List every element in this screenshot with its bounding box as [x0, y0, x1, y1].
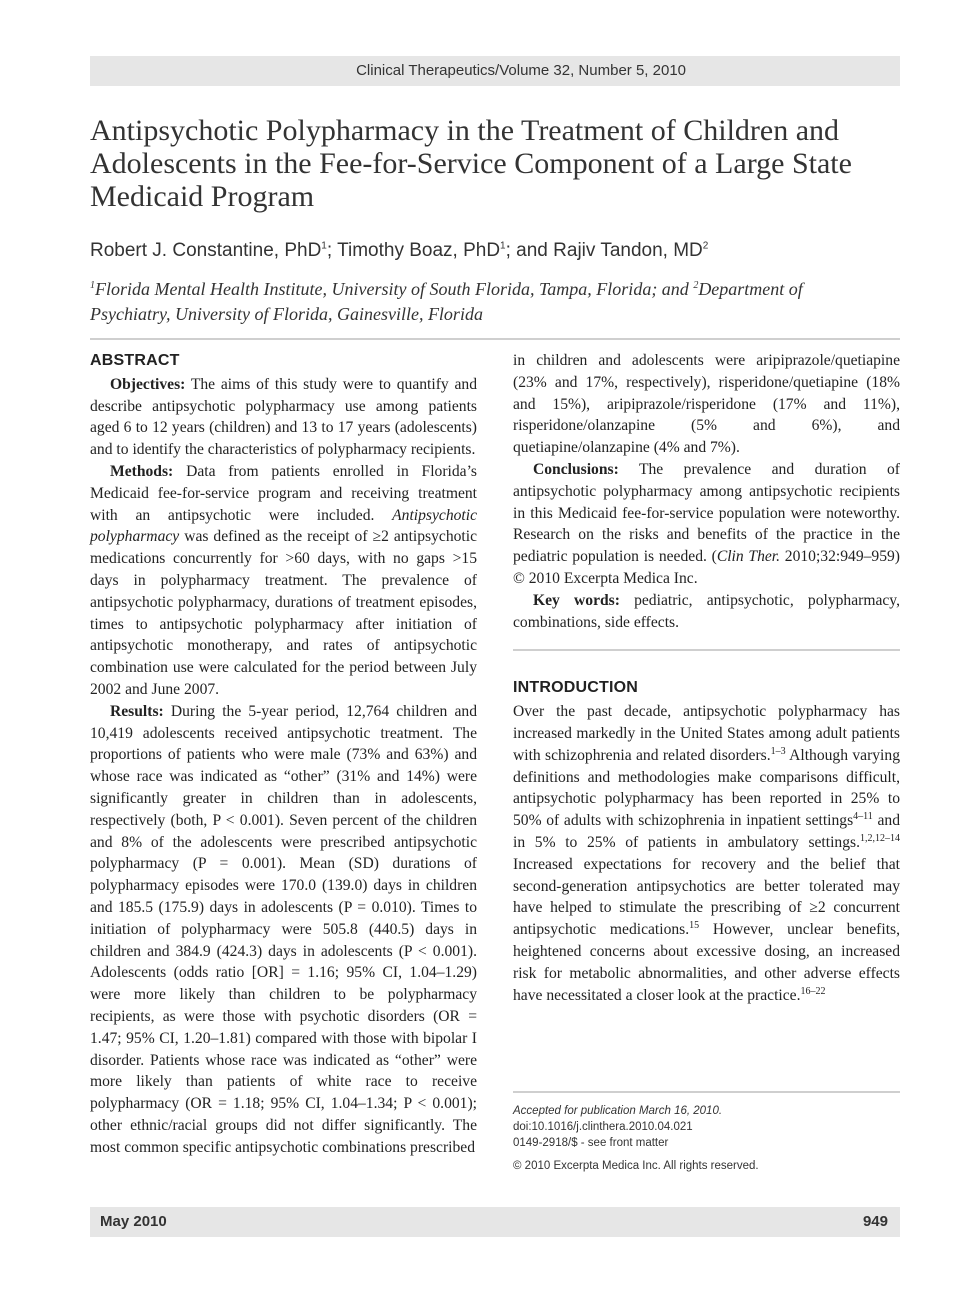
journal-header: Clinical Therapeutics/Volume 32, Number 5, 2010 — [356, 62, 686, 79]
citation-ref: 15 — [689, 919, 700, 931]
page-footer — [90, 1207, 900, 1237]
affiliation-mark: 1 — [90, 280, 95, 291]
citation-ref: 1,2,12–14 — [860, 832, 900, 844]
abstract-column-right — [513, 350, 900, 1006]
conclusions-label: Conclusions: — [533, 460, 619, 478]
results-continued: in children and adolescents were aripiprazole/quetiapine (23% and 17%, respectively), risperidone/quetiapine (18% and 15%), aripiprazole/risperidone (17% and 11%), risperidone/olanzapine (5% and 6%), and quetiapine/olanzapine (4% and 7%). — [513, 352, 900, 457]
results-label: Results: — [110, 702, 164, 720]
intro-text: However, unclear benefits, heightened concerns about excessive dosing, an increased risk for metabolic abnormalities, and other adverse effects have necessitated a closer look at the practice. — [513, 921, 900, 1004]
abstract-column-left — [90, 350, 477, 1158]
pubinfo-divider — [513, 1091, 900, 1093]
issue-date: May 2010 — [100, 1213, 167, 1230]
intro-text: Increased expectations for recovery and the belief that second-generation antipsychotics are better tolerated may have helped to stimulate the prescribing of ≥2 concurrent antipsychotic medications. — [513, 855, 900, 939]
journal-header-bar — [90, 56, 900, 86]
introduction-paragraph — [513, 701, 900, 1006]
keywords-paragraph — [513, 590, 900, 634]
author-separator: ; and — [505, 240, 554, 261]
affiliation-text: Florida Mental Health Institute, University of South Florida, Tampa, Florida; and — [95, 279, 694, 299]
author-name: Timothy Boaz, PhD — [337, 240, 501, 261]
author-separator: ; — [326, 240, 338, 261]
methods-text: Data from patients enrolled in Florida’s Medicaid fee-for-service program and receiving treatment with an antipsychotic were included. — [90, 462, 477, 524]
citation-ref: 16–22 — [800, 985, 826, 997]
page-number: 949 — [862, 1213, 888, 1230]
author-affiliation-mark: 2 — [702, 240, 709, 252]
affiliation-text: Department of Psychiatry, University of Florida, Gainesville, Florida — [90, 279, 803, 324]
objectives-paragraph — [90, 374, 477, 461]
author-name: Rajiv Tandon, MD — [553, 240, 703, 261]
conclusions-paragraph — [513, 459, 900, 590]
issn: 0149-2918/$ - see front matter — [513, 1137, 669, 1149]
author-name: Robert J. Constantine, PhD — [90, 240, 322, 261]
abstract-end-divider — [513, 649, 900, 651]
affiliation-mark: 2 — [693, 280, 699, 291]
intro-text: Although varying definitions and methodologies make comparisons difficult, antipsychotic polypharmacy has been reported in 25% to 50% of adults with schizophrenia in inpatient settings — [513, 746, 900, 830]
results-paragraph — [90, 701, 477, 1159]
affiliations — [90, 277, 850, 327]
conclusions-text: 2010;32:949–959) © 2010 Excerpta Medica Inc. — [513, 548, 900, 587]
objectives-label: Objectives: — [110, 375, 186, 393]
author-affiliation-mark: 1 — [500, 240, 506, 252]
conclusions-text: The prevalence and duration of antipsychotic polypharmacy among antipsychotic recipients in this Medicaid fee-for-service population were noteworthy. Research on the risks and benefits of the practice in the pediatric population is needed. ( — [513, 460, 900, 566]
abstract-heading: ABSTRACT — [90, 352, 180, 369]
intro-text: and in 5% to 25% of patients in ambulatory settings. — [513, 812, 900, 851]
citation-journal: Clin Ther. — [716, 548, 781, 566]
methods-term: Antipsychotic polypharmacy — [90, 506, 477, 546]
citation-ref: 1–3 — [770, 745, 786, 757]
article-title: Antipsychotic Polypharmacy in the Treatment of Children and Adolescents in the Fee-for-Service Component of a Large State Medicaid Program — [90, 114, 852, 213]
accepted-date: Accepted for publication March 16, 2010. — [513, 1105, 723, 1117]
author-affiliation-mark: 1 — [321, 240, 327, 252]
citation-ref: 4–11 — [853, 810, 873, 822]
publication-info — [513, 1103, 900, 1174]
doi: doi:10.1016/j.clinthera.2010.04.021 — [513, 1121, 693, 1133]
author-list — [90, 240, 900, 262]
objectives-text: The aims of this study were to quantify and describe antipsychotic polypharmacy use among patients aged 6 to 12 years (children) and 13 to 17 years (adolescents) and to identify the characteristics of polypharmacy recipients. — [90, 375, 477, 459]
keywords-label: Key words: — [533, 591, 620, 609]
intro-text: Over the past decade, antipsychotic polypharmacy has increased markedly in the United States among adult patients with schizophrenia and related disorders. — [513, 703, 900, 764]
introduction-heading: INTRODUCTION — [513, 679, 639, 697]
results-text: During the 5-year period, 12,764 children and 10,419 adolescents received antipsychotic treatment. The proportions of patients who were male (73% and 63%) and whose race was indicated as “other” (31% and 14%) were significantly greater in children than in adolescents, respectively (both, P < 0.001). Seven percent of the children and 8% of the adolescents were prescribed antipsychotic polypharmacy (P = 0.001). Mean (SD) durations of polypharmacy episodes were 170.0 (139.0) days in children and 185.5 (175.9) days in adolescents (P = 0.010). Times to initiation of polypharmacy were 505.8 (440.5) days in children and 384.9 (424.3) days in adolescents (P < 0.001). Adolescents (odds ratio [OR] = 1.16; 95% CI, 1.04–1.29) were more likely than children to be polypharmacy recipients, as were those with psychotic disorders (OR = 1.47; 95% CI, 1.20–1.81) compared with those with bipolar I disorder. Patients whose race was indicated as “other” were more likely than patients of white race to receive polypharmacy (OR = 1.18; 95% CI, 1.04–1.34; P < 0.001); other ethnic/racial groups did not differ significantly. The most common specific antipsychotic combinations prescribed — [90, 702, 477, 1156]
methods-label: Methods: — [110, 462, 174, 480]
copyright: © 2010 Excerpta Medica Inc. All rights reserved. — [513, 1160, 759, 1172]
keywords-text: pediatric, antipsychotic, polypharmacy, combinations, side effects. — [513, 591, 900, 631]
header-divider — [90, 338, 900, 340]
methods-paragraph — [90, 461, 477, 701]
methods-text: was defined as the receipt of ≥2 antipsychotic medications concurrently for >60 days, with no gaps >15 days in polypharmacy treatment. The prevalence of antipsychotic polypharmacy, durations of treatment episodes, times to antipsychotic polypharmacy after initiation of antipsychotic monotherapy, and rates of antipsychotic combination use were calculated for the period between July 2002 and June 2007. — [90, 528, 477, 698]
